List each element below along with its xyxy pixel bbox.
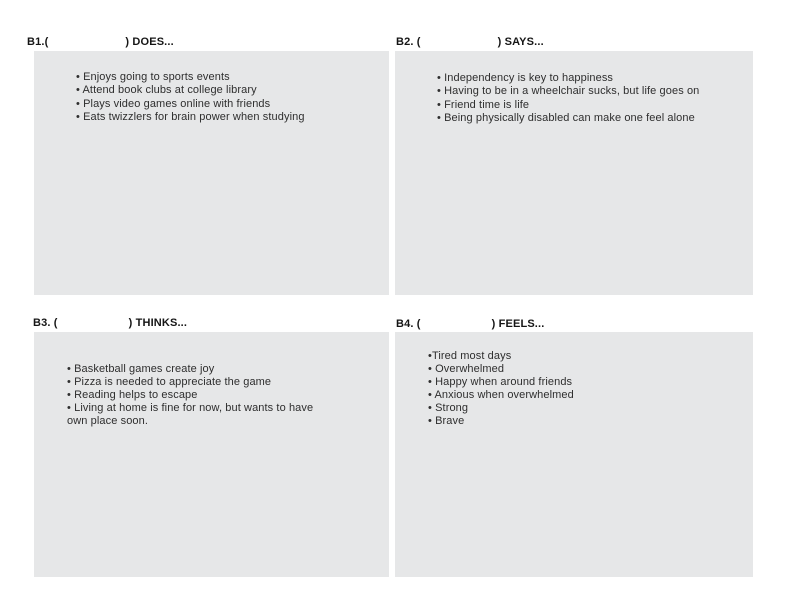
quadrant-b3-thinks-box bbox=[34, 332, 389, 577]
quadrant-b4-header bbox=[396, 318, 544, 330]
header-label-prefix: B3. ( bbox=[33, 317, 58, 329]
header-label-suffix: ) SAYS... bbox=[497, 36, 544, 48]
bullet-line: • Attend book clubs at college library bbox=[76, 84, 257, 97]
quadrant-b3-header bbox=[33, 317, 187, 329]
quadrant-b4-feels-box bbox=[395, 332, 753, 577]
bullet-line: • Basketball games create joy bbox=[67, 363, 215, 375]
bullet-line: • Brave bbox=[428, 414, 465, 427]
name-blank bbox=[48, 44, 125, 45]
bullet-line: • Reading helps to escape bbox=[67, 388, 198, 401]
b3-bullet-list bbox=[34, 332, 389, 428]
bullet-line: • Living at home is fine for now, but wants to have bbox=[67, 401, 314, 414]
bullet-line: own place soon. bbox=[67, 414, 148, 427]
bullet-line: •Tired most days bbox=[428, 350, 512, 362]
b4-bullet-list bbox=[395, 332, 753, 427]
header-label-suffix: ) DOES... bbox=[125, 36, 174, 48]
header-label-suffix: ) FEELS... bbox=[491, 318, 545, 330]
b2-bullet-list bbox=[395, 51, 753, 126]
header-label-suffix: ) THINKS... bbox=[128, 317, 188, 329]
name-blank bbox=[421, 326, 492, 327]
name-blank bbox=[58, 325, 129, 326]
bullet-line: • Strong bbox=[428, 401, 469, 414]
quadrant-b2-says-box bbox=[395, 51, 753, 295]
bullet-line: • Plays video games online with friends bbox=[76, 97, 271, 110]
quadrant-b1-does-box bbox=[34, 51, 389, 295]
bullet-line: • Eats twizzlers for brain power when studying bbox=[76, 111, 305, 124]
bullet-line: • Independency is key to happiness bbox=[437, 72, 614, 84]
name-blank bbox=[421, 44, 498, 45]
header-label-prefix: B2. ( bbox=[396, 36, 421, 48]
quadrant-b2-header bbox=[396, 36, 544, 48]
b1-bullet-list bbox=[34, 51, 389, 125]
bullet-line: • Enjoys going to sports events bbox=[76, 71, 230, 83]
bullet-line: • Pizza is needed to appreciate the game bbox=[67, 375, 272, 388]
header-label-prefix: B4. ( bbox=[396, 318, 421, 330]
bullet-line: • Happy when around friends bbox=[428, 375, 573, 388]
bullet-line: • Anxious when overwhelmed bbox=[428, 388, 574, 401]
bullet-line: • Friend time is life bbox=[437, 98, 530, 111]
bullet-line: • Overwhelmed bbox=[428, 362, 505, 375]
header-label-prefix: B1.( bbox=[27, 36, 49, 48]
bullet-line: • Being physically disabled can make one feel alone bbox=[437, 112, 695, 125]
quadrant-b1-header bbox=[27, 36, 174, 48]
bullet-line: • Having to be in a wheelchair sucks, but life goes on bbox=[437, 85, 700, 98]
